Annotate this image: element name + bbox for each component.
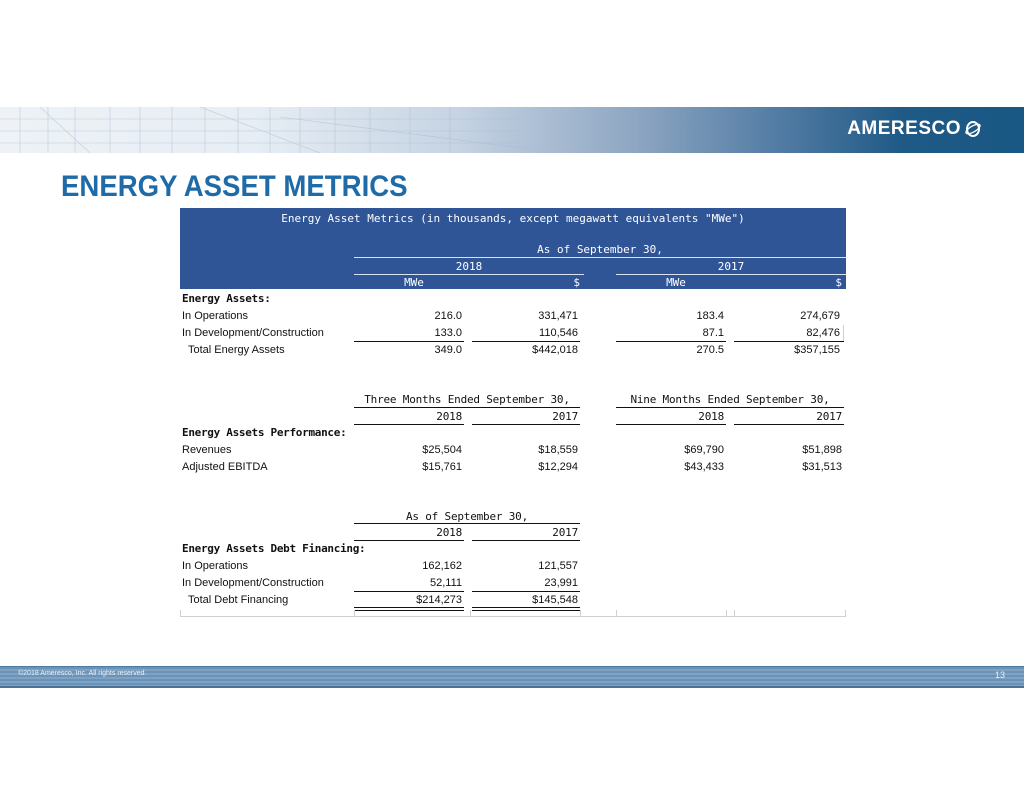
header-rule	[616, 407, 844, 408]
subtotal-rule	[472, 341, 580, 342]
cell-value: 52,111	[429, 577, 462, 589]
grid-line	[180, 610, 181, 617]
cell-value: 110,546	[539, 327, 578, 339]
globe-swirl-icon	[964, 120, 982, 138]
cell-value: $442,018	[532, 344, 578, 356]
cell-value: 82,476	[806, 327, 840, 339]
total-double-rule	[354, 607, 464, 611]
page-title: ENERGY ASSET METRICS	[61, 170, 408, 203]
cell-value: $145,548	[532, 594, 578, 606]
subcol-mwe-2018: MWe	[404, 276, 424, 289]
table-caption: Energy Asset Metrics (in thousands, except megawatt equivalents "MWe")	[281, 212, 745, 225]
row-label: Revenues	[182, 444, 232, 456]
cell-value: 133.0	[434, 327, 462, 339]
header-rule	[354, 407, 580, 408]
cell-value: 331,471	[538, 310, 578, 322]
cell-value: 216.0	[434, 310, 462, 322]
cell-value: 270.5	[696, 344, 724, 356]
subtotal-rule	[734, 341, 844, 342]
subcol-mwe-2017: MWe	[666, 276, 686, 289]
subtotal-rule	[354, 341, 464, 342]
row-label: In Operations	[182, 560, 249, 572]
cell-value: $15,761	[422, 461, 462, 473]
year-2017-header: 2017	[717, 260, 745, 273]
grid-line	[580, 610, 581, 617]
cell-value: $357,155	[794, 344, 840, 356]
period-label: As of September 30,	[537, 243, 663, 256]
year-header: 2017	[816, 410, 842, 423]
cell-value: $25,504	[422, 444, 462, 456]
cell-value: $69,790	[684, 444, 724, 456]
header-rule	[354, 540, 464, 541]
page-number: 13	[994, 670, 1005, 680]
period-label: As of September 30,	[405, 510, 529, 523]
cell-value: 23,991	[544, 577, 578, 589]
copyright-text: ©2018 Ameresco, Inc. All rights reserved.	[18, 670, 147, 677]
cell-value: $43,433	[684, 461, 724, 473]
period-three-months: Three Months Ended September 30,	[364, 393, 570, 406]
header-rule	[354, 523, 580, 524]
cell-value: 121,557	[538, 560, 578, 572]
header-rule	[616, 424, 726, 425]
year-header: 2017	[552, 526, 578, 539]
period-nine-months: Nine Months Ended September 30,	[630, 393, 830, 406]
cell-value: $12,294	[538, 461, 578, 473]
section-performance: Energy Assets Performance:	[182, 426, 347, 439]
grid-line	[180, 616, 846, 617]
cell-value: $51,898	[802, 444, 842, 456]
grid-line	[616, 610, 617, 617]
header-rule	[354, 424, 464, 425]
grid-line	[470, 610, 471, 617]
section-debt-financing: Energy Assets Debt Financing:	[182, 542, 366, 555]
cell-value: 183.4	[696, 310, 724, 322]
ameresco-logo	[847, 118, 982, 140]
header-divider	[354, 274, 584, 275]
grid-line	[734, 610, 735, 617]
year-header: 2018	[698, 410, 724, 423]
subcol-dollar-2018: $	[573, 276, 580, 289]
row-label: Total Energy Assets	[188, 344, 285, 356]
header-divider	[354, 257, 846, 258]
year-header: 2018	[436, 526, 462, 539]
year-2018-header: 2018	[455, 260, 483, 273]
header-rule	[472, 540, 580, 541]
section-energy-assets: Energy Assets:	[182, 292, 271, 305]
cell-value: 87.1	[702, 327, 724, 339]
subcol-dollar-2017: $	[835, 276, 842, 289]
cell-value: 162,162	[422, 560, 462, 572]
grid-line	[845, 610, 846, 617]
row-label: In Development/Construction	[182, 327, 324, 339]
row-label: Adjusted EBITDA	[182, 461, 268, 473]
header-rule	[734, 424, 844, 425]
total-double-rule	[472, 607, 580, 611]
subtotal-rule	[354, 591, 464, 592]
grid-line	[726, 610, 727, 617]
row-label: In Development/Construction	[182, 577, 324, 589]
cell-value: $31,513	[802, 461, 842, 473]
cell-value: 274,679	[800, 310, 840, 322]
grid-line	[843, 325, 844, 341]
cell-value: $214,273	[416, 594, 462, 606]
header-divider	[616, 274, 846, 275]
logo-text: AMERESCO	[847, 118, 961, 139]
year-header: 2017	[552, 410, 578, 423]
footer-bar	[0, 666, 1024, 688]
subtotal-rule	[616, 341, 726, 342]
year-header: 2018	[436, 410, 462, 423]
cell-value: $18,559	[538, 444, 578, 456]
cell-value: 349.0	[434, 344, 462, 356]
table-header-block	[180, 208, 846, 289]
row-label: Total Debt Financing	[188, 594, 289, 606]
subtotal-rule	[472, 591, 580, 592]
row-label: In Operations	[182, 310, 249, 322]
header-rule	[472, 424, 580, 425]
grid-line	[354, 610, 355, 617]
